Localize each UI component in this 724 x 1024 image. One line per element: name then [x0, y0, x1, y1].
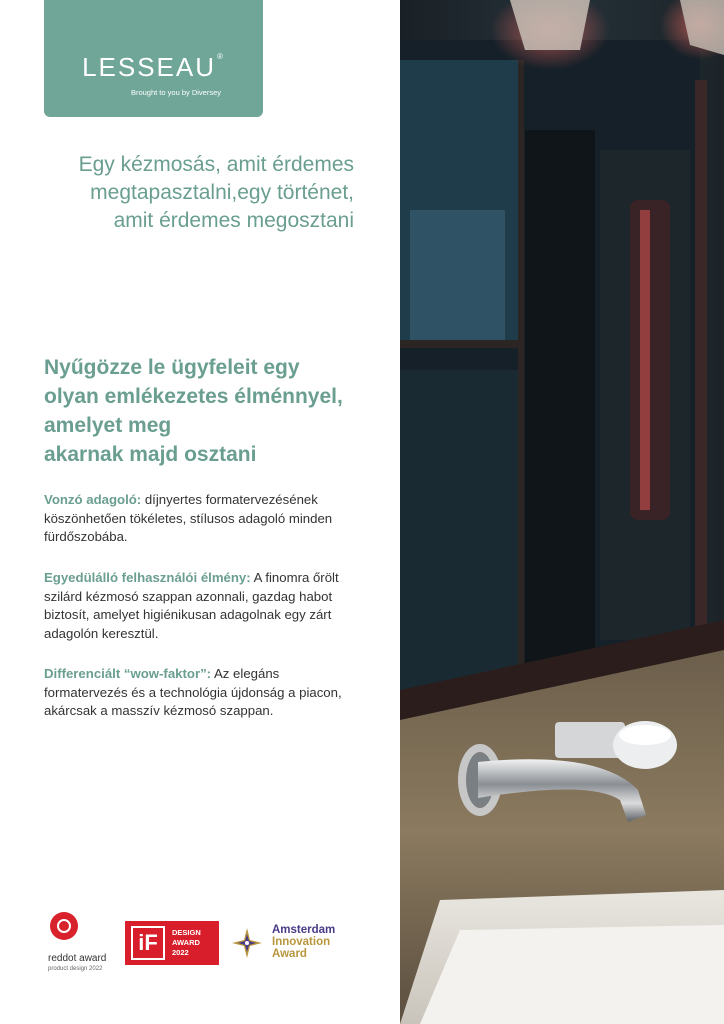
feature-paragraph: Vonzó adagoló: díjnyertes formatervezésének köszönhetően tökéletes, stílusos adagoló minden fürdőszobába.	[44, 492, 333, 544]
feature-paragraph: Egyedülálló felhasználói élmény: A finomra őrölt szilárd kézmosó szappan azonnali, gazdag habot biztosít, amelyet higiénikusan adagolnak egy zárt adagolón keresztül.	[44, 570, 339, 641]
reddot-award-logo: reddot award product design 2022	[48, 912, 118, 976]
feature-paragraph: Differenciált “wow-faktor”: Az elegáns formatervezés és a technológia újdonság a piacon, akárcsak a masszív kézmosó szappan.	[44, 666, 342, 718]
brand-tagline: Brought to you by Diversey	[130, 88, 221, 97]
compass-star-icon	[232, 928, 262, 958]
intro-tagline: Egy kézmosás, amit érdemes megtapasztalni,egy történet, amit érdemes megosztani	[78, 153, 354, 232]
reddot-icon	[50, 912, 78, 940]
bathroom-scene-illustration	[400, 0, 724, 1024]
brand-wordmark: LESSEAU®	[82, 52, 225, 82]
if-design-award-logo: iF DESIGN AWARD 2022	[125, 921, 219, 965]
brand-logo	[44, 0, 263, 117]
product-photo	[400, 0, 724, 1024]
headline: Nyűgözze le ügyfeleit egy olyan emlékezetes élménnyel, amelyet meg akarnak majd osztani	[44, 356, 343, 466]
amsterdam-innovation-award-logo: Amsterdam Innovation Award	[232, 924, 352, 964]
if-icon: iF	[131, 926, 165, 960]
